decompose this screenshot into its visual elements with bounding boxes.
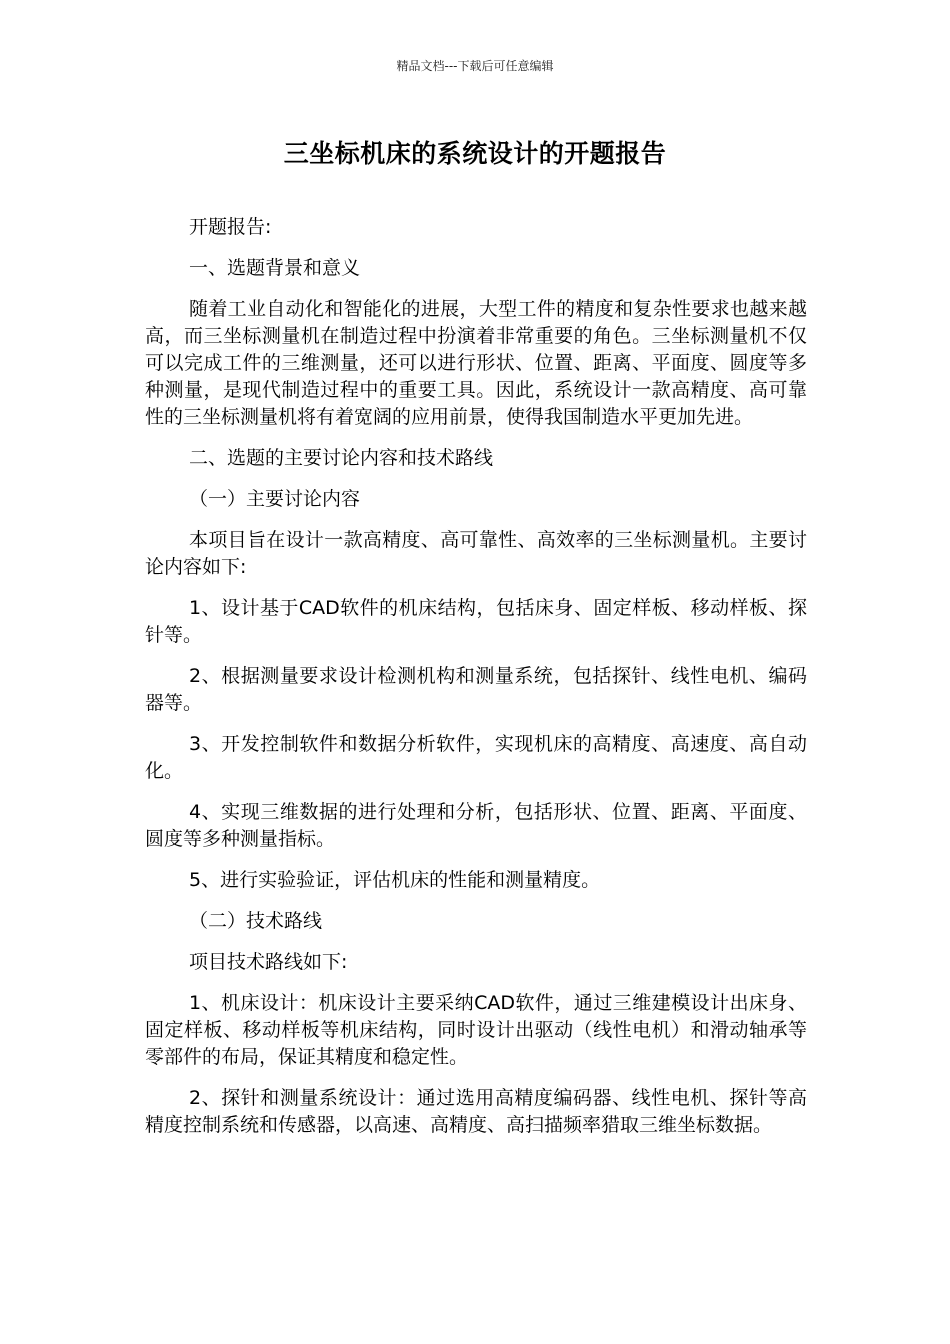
tech-route-intro: 项目技术路线如下:: [189, 951, 348, 973]
tech-route-item-1: 1、机床设计：机床设计主要采纳CAD软件，通过三维建模设计出床身、固定样板、移动样板等机床结构，同时设计出驱动（线性电机）和滑动轴承等零部件的布局，保证其精度和稳定性。: [145, 992, 807, 1068]
content-item-3: 3、开发控制软件和数据分析软件，实现机床的高精度、高速度、高自动化。: [145, 733, 807, 782]
background-paragraph: 随着工业自动化和智能化的进展，大型工件的精度和复杂性要求也越来越高，而三坐标测量机在制造过程中扮演着非常重要的角色。三坐标测量机不仅可以完成工件的三维测量，还可以进行形状、位置、距离、平面度、圆度等多种测量，是现代制造过程中的重要工具。因此，系统设计一款高精度、高可靠性的三坐标测量机将有着宽阔的应用前景，使得我国制造水平更加先进。: [145, 298, 807, 428]
content-item-4: 4、实现三维数据的进行处理和分析，包括形状、位置、距离、平面度、圆度等多种测量指标。: [145, 801, 807, 850]
content-item-1: 1、设计基于CAD软件的机床结构，包括床身、固定样板、移动样板、探针等。: [145, 597, 807, 646]
content-item-2: 2、根据测量要求设计检测机构和测量系统，包括探针、线性电机、编码器等。: [145, 665, 807, 714]
subsection-heading-main-content: （一）主要讨论内容: [189, 488, 361, 510]
content-item-5: 5、进行实验验证，评估机床的性能和测量精度。: [189, 869, 601, 891]
section-heading-background: 一、选题背景和意义: [189, 257, 361, 279]
tech-route-item-2: 2、探针和测量系统设计：通过选用高精度编码器、线性电机、探针等高精度控制系统和传感器，以高速、高精度、高扫描频率猎取三维坐标数据。: [145, 1087, 807, 1136]
document-body: [145, 214, 807, 1153]
document-title: 三坐标机床的系统设计的开题报告: [283, 139, 667, 168]
section-label: 开题报告:: [189, 216, 272, 238]
section-heading-content: 二、选题的主要讨论内容和技术路线: [189, 447, 494, 469]
main-content-intro: 本项目旨在设计一款高精度、高可靠性、高效率的三坐标测量机。主要讨论内容如下:: [145, 529, 807, 578]
subsection-heading-tech-route: （二）技术路线: [189, 910, 323, 932]
header-note: 精品文档---下载后可任意编辑: [396, 59, 554, 73]
